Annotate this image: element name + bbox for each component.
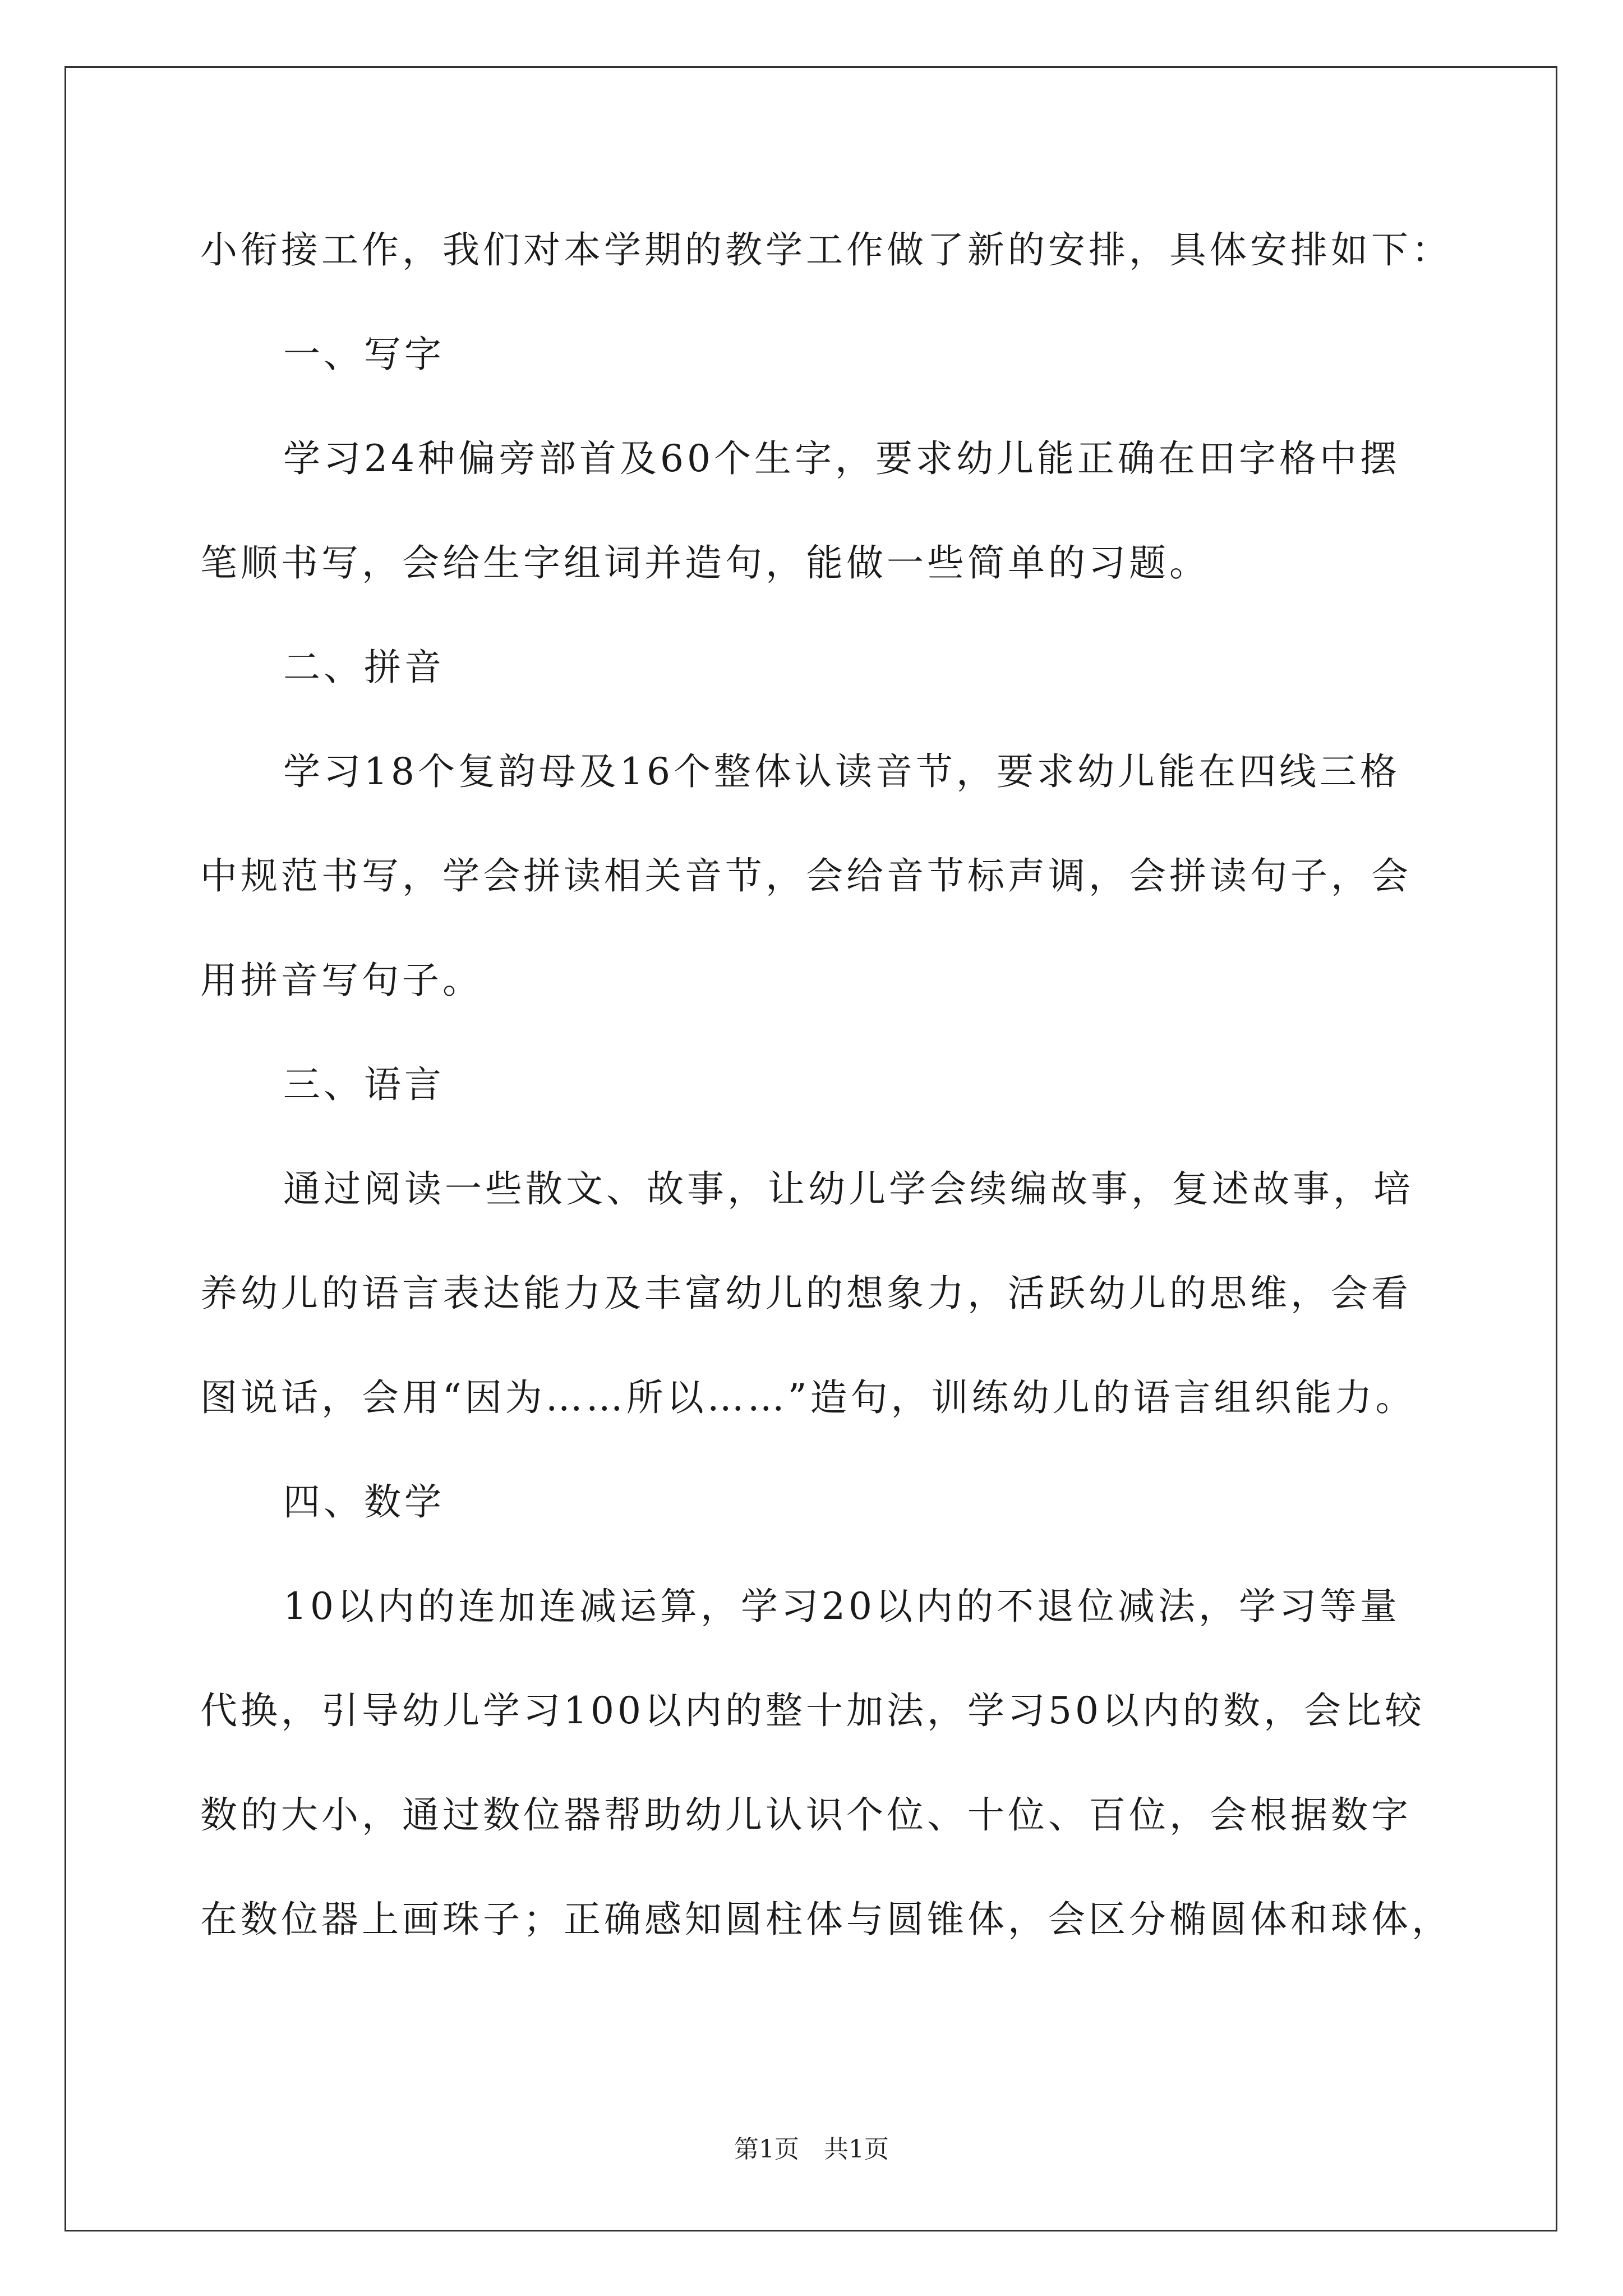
section-heading-language: 三、语言 xyxy=(283,1063,445,1106)
section-heading-pinyin: 二、拼音 xyxy=(283,646,445,689)
text-line: 用拼音写句子。 xyxy=(200,959,483,1002)
text-line: 在数位器上画珠子；正确感知圆柱体与圆锥体，会区分椭圆体和球体， xyxy=(200,1898,1452,1941)
section-heading-writing: 一、写字 xyxy=(283,333,445,376)
text-line: 笔顺书写，会给生字组词并造句，能做一些简单的习题。 xyxy=(200,541,1210,585)
document-body xyxy=(200,217,1452,1990)
text-line: 图说话，会用“因为……所以……”造句，训练幼儿的语言组织能力。 xyxy=(200,1376,1416,1419)
text-line: 代换，引导幼儿学习100以内的整十加法，学习50以内的数，会比较 xyxy=(200,1689,1425,1732)
text-line: 学习24种偏旁部首及60个生字，要求幼儿能正确在田字格中摆 xyxy=(283,437,1400,480)
text-line: 学习18个复韵母及16个整体认读音节，要求幼儿能在四线三格 xyxy=(283,750,1400,793)
text-line: 通过阅读一些散文、故事，让幼儿学会续编故事，复述故事，培 xyxy=(283,1167,1414,1211)
text-line: 10以内的连加连减运算，学习20以内的不退位减法，学习等量 xyxy=(283,1585,1400,1628)
text-line: 数的大小，通过数位器帮助幼儿认识个位、十位、百位，会根据数字 xyxy=(200,1793,1412,1837)
text-line: 小衔接工作，我们对本学期的教学工作做了新的安排，具体安排如下： xyxy=(200,228,1452,272)
text-line: 养幼儿的语言表达能力及丰富幼儿的想象力，活跃幼儿的思维，会看 xyxy=(200,1272,1412,1315)
text-line: 中规范书写，学会拼读相关音节，会给音节标声调，会拼读句子，会 xyxy=(200,854,1412,898)
page-footer: 第1页 共1页 xyxy=(734,2135,889,2164)
section-heading-math: 四、数学 xyxy=(283,1480,445,1524)
